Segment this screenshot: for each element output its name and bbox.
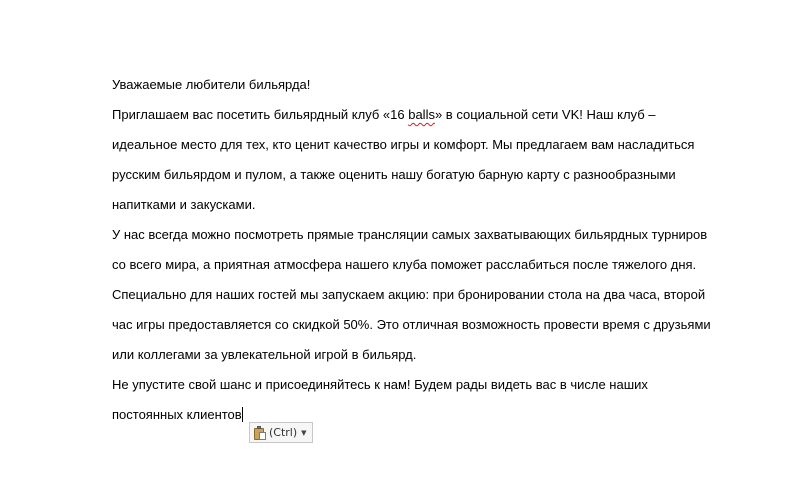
paragraph-line: напитками и закусками. [112,197,256,212]
paragraph-line: идеальное место для тех, кто ценит качество игры и комфорт. Мы предлагаем вам насладиться [112,137,695,152]
paragraph-greeting: Уважаемые любители бильярда! [112,77,311,92]
text-cursor [242,407,243,422]
chevron-down-icon: ▼ [301,428,307,437]
paste-options-label: (Ctrl) [269,426,298,439]
paragraph-line: Приглашаем вас посетить бильярдный клуб «16 balls» в социальной сети VK! Наш клуб – [112,107,656,122]
paragraph-line-last: постоянных клиентов [112,407,242,422]
clipboard-icon [254,426,266,440]
paragraph-line: Специально для наших гостей мы запускаем акцию: при бронировании стола на два часа, второй [112,287,706,302]
paragraph-line: или коллегами за увлекательной игрой в бильярд. [112,347,417,362]
paragraph-line: Не упустите свой шанс и присоединяйтесь к нам! Будем рады видеть вас в числе наших [112,377,648,392]
paragraph-line: У нас всегда можно посмотреть прямые трансляции самых захватывающих бильярдных турниров [112,227,708,242]
misspelled-word[interactable]: balls [408,107,435,122]
paragraph-line: час игры предоставляется со скидкой 50%. Это отличная возможность провести время с друзьями [112,317,711,332]
paragraph-line: русским бильярдом и пулом, а также оценить нашу богатую барную карту с разнообразными [112,167,676,182]
document-body[interactable] [112,70,742,430]
paste-options-button[interactable] [249,422,313,443]
paragraph-line: со всего мира, а приятная атмосфера нашего клуба поможет расслабиться после тяжелого дня. [112,257,697,272]
